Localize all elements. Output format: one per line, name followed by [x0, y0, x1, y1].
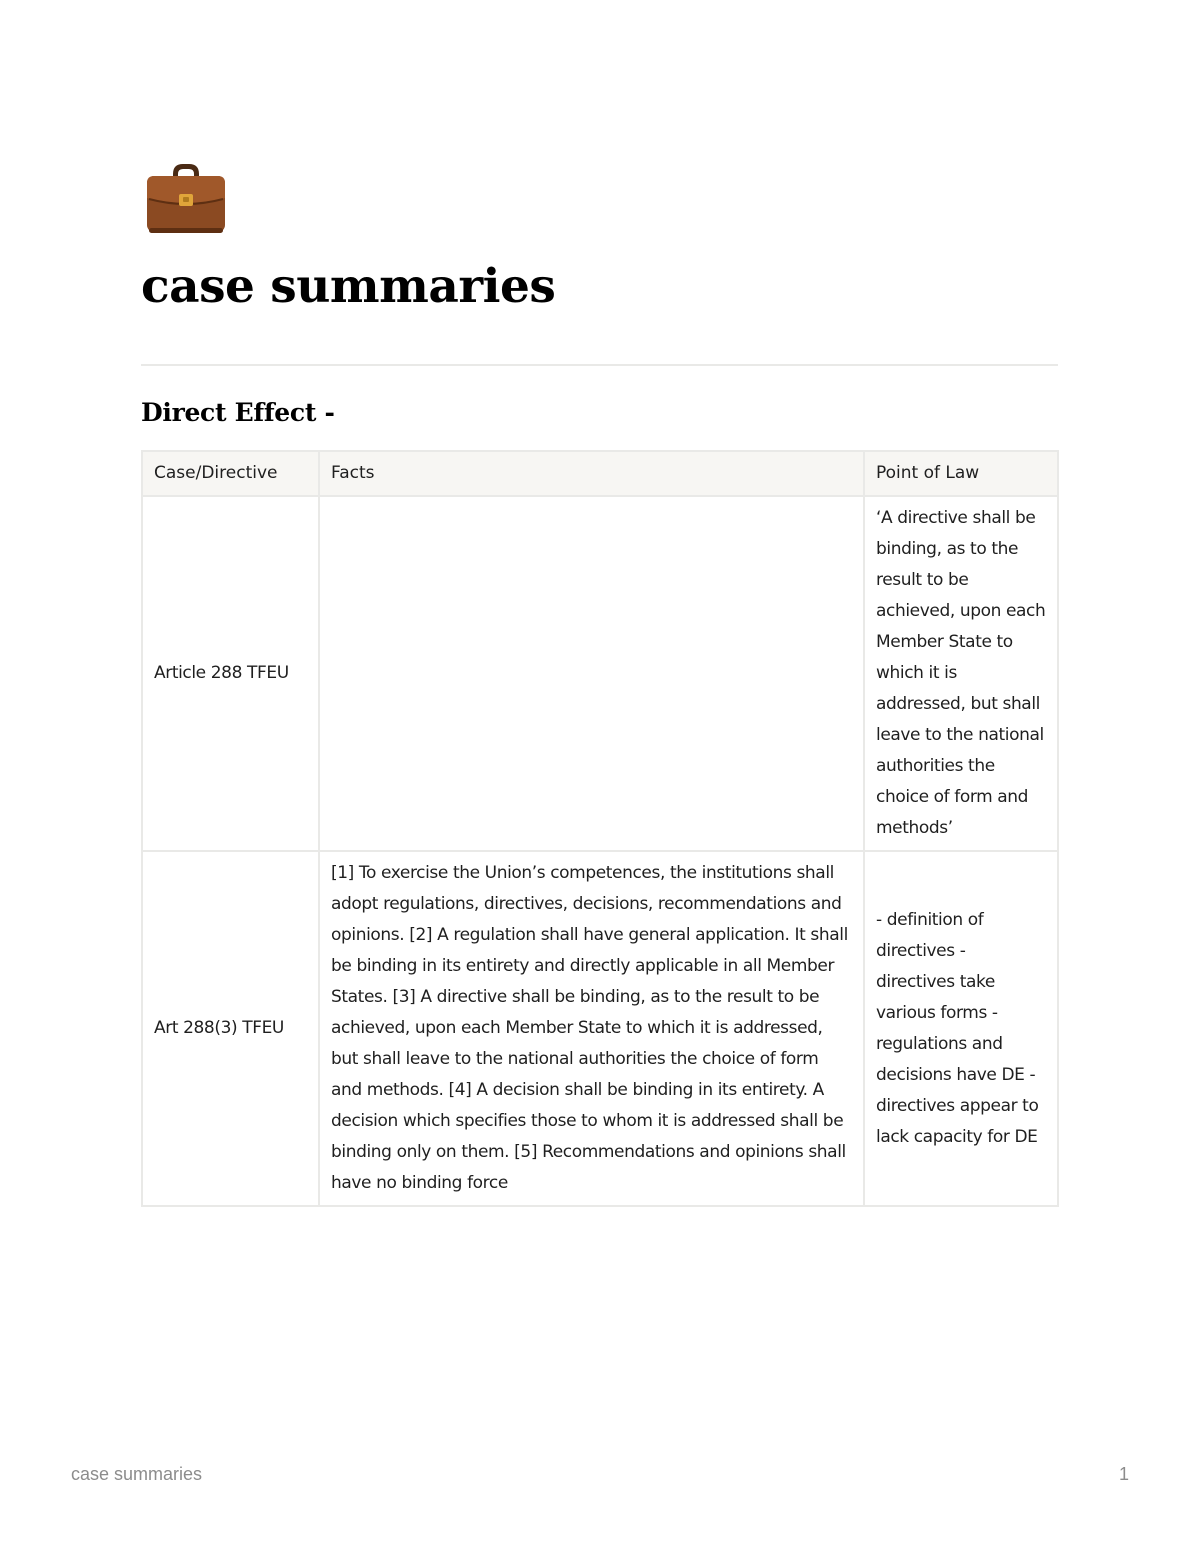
- cell-point-of-law: - definition of directives - directives take various forms - regulations and decisions have DE - directives appear to lack capacity for DE: [864, 851, 1058, 1206]
- cell-point-of-law: ‘A directive shall be binding, as to the result to be achieved, upon each Member State to which it is addressed, but shall leave to the national authorities the choice of form and methods’: [864, 496, 1058, 851]
- header-case-directive: Case/Directive: [142, 451, 319, 496]
- table-row: [142, 496, 1058, 851]
- header-point-of-law: Point of Law: [864, 451, 1058, 496]
- table-row: [142, 851, 1058, 1206]
- page-title: case summaries: [141, 259, 556, 314]
- briefcase-icon: [143, 158, 229, 238]
- header-facts: Facts: [319, 451, 864, 496]
- table-header-row: [142, 451, 1058, 496]
- cell-facts: [319, 496, 864, 851]
- case-table: [141, 450, 1059, 1207]
- section-heading: Direct Effect -: [141, 398, 335, 427]
- cell-case: Article 288 TFEU: [142, 496, 319, 851]
- footer-document-title: case summaries: [71, 1464, 203, 1484]
- footer-page-number: 1: [1118, 1464, 1129, 1484]
- title-divider: [141, 364, 1058, 366]
- cell-case: Art 288(3) TFEU: [142, 851, 319, 1206]
- cell-facts: [1] To exercise the Union’s competences, the institutions shall adopt regulations, directives, decisions, recommendations and opinions. [2] A regulation shall have general application. It shall be binding in its entirety and directly applicable in all Member States. [3] A directive shall be binding, as to the result to be achieved, upon each Member State to which it is addressed, but shall leave to the national authorities the choice of form and methods. [4] A decision shall be binding in its entirety. A decision which specifies those to whom it is addressed shall be binding only on them. [5] Recommendations and opinions shall have no binding force: [319, 851, 864, 1206]
